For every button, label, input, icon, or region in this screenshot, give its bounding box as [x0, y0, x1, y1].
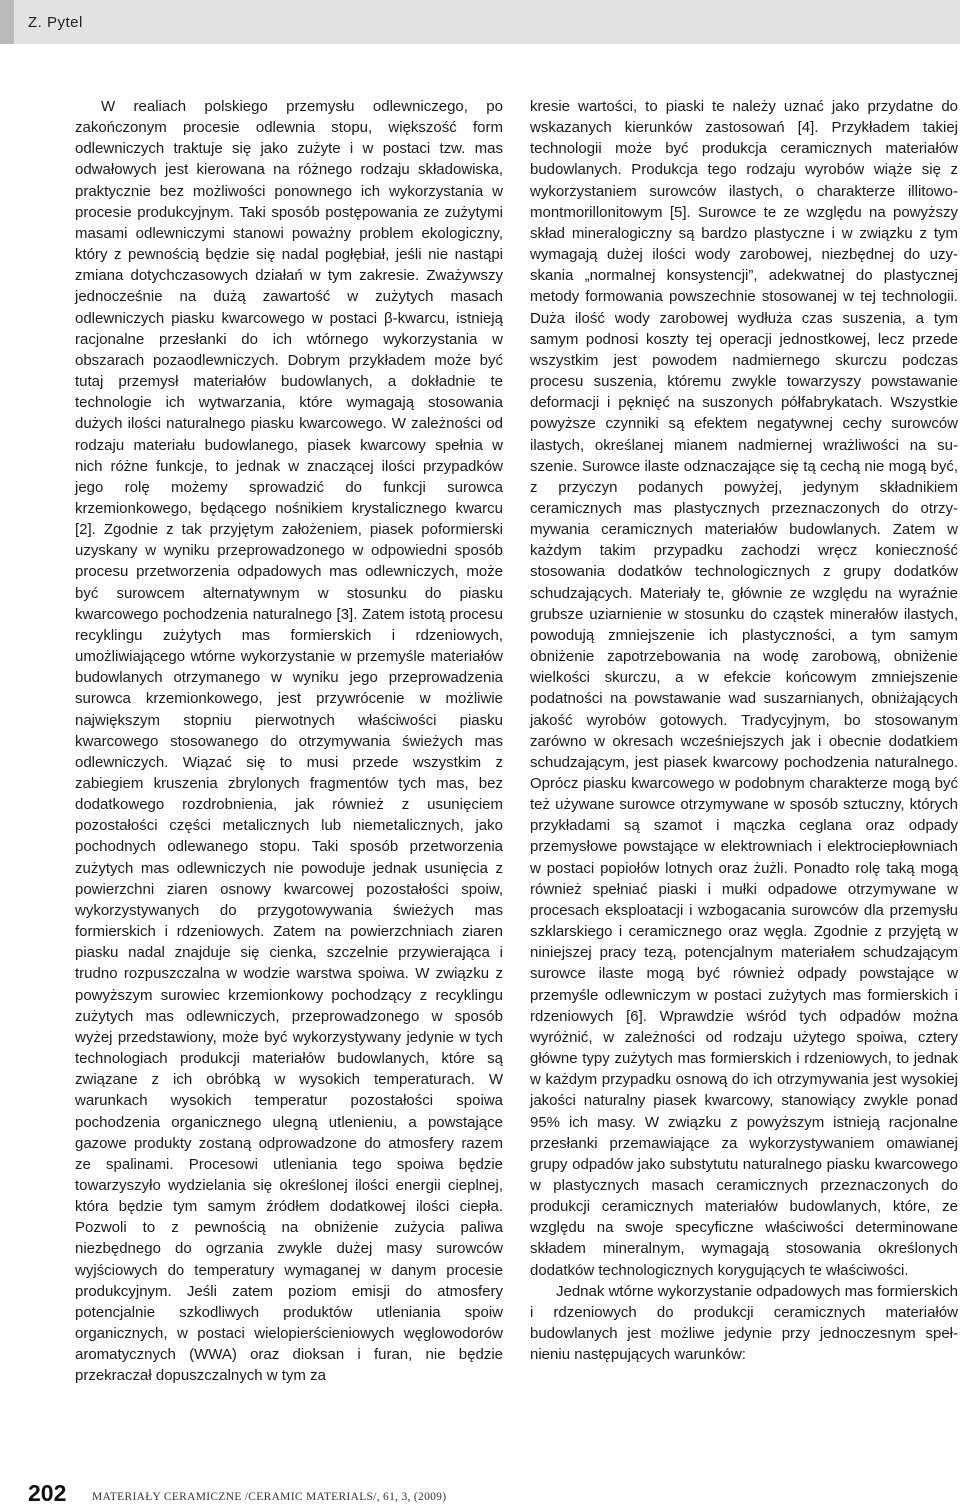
left-column [75, 96, 503, 1387]
left-paragraph-1: W realiach polskiego przemysłu odlewniczego, po zakończonym procesie odlewnia stopu, większość form odlewniczych traktuje się jako zużyte i w postaci tzw. mas odwałowych jest kierowana na różnego rodzaju składowiska, praktycznie bez możliwości ponownego ich wykorzystania w procesie produkcyjnym. Taki sposób postępowania ze zużytymi masami odlewniczymi stanowi poważny problem ekologiczny, który z pewnością będzie się nadal pogłębiał, jeśli nie nastąpi zmiana dotychczasowych działań w tym zakresie. Zważywszy jednocześnie na dużą zawartość w zużytych masach odlewniczych piasku kwarcowego w postaci β-kwarcu, istnieją racjonalne przesłanki do ich wtórnego wykorzystania w obszarach pozaodlewniczych. Dobrym przykładem może być tutaj przemysł materiałów budowlanych, a dokładnie te technologie ich wytwarzania, które wymagają stosowania dużych ilości naturalnego piasku kwarcowego. W zależności od rodzaju materiału budowlanego, piasek kwarcowy spełnia w nich różne funkcje, to jednak w znaczącej ilości przypadków jego rolę możemy sprowadzić do funkcji surowca krzemionkowego, będącego nośnikiem krystalicznego kwarcu [2]. Zgodnie z tak przyjętym założeniem, piasek poformierski uzyskany w wyniku przeprowadzonego w odpowiedni sposób procesu przetworzenia odpadowych mas odlewniczych, może być surowcem alternatywnym w stosunku do piasku kwarcowego pochodzenia naturalnego [3]. Zatem istotą procesu recyklingu zużytych mas formierskich i rdzeniowych, umożliwiającego wtórne wykorzystanie w przemyśle materiałów budowlanych otrzymanego w wyniku jego przeprowadzenia surowca krzemionkowego, jest przywrócenie w możliwie największym stopniu pierwotnych właściwości piasku kwarcowego stosowanego do otrzymywania świeżych mas odlewniczych. Wiązać się to musi przede wszystkim z zabiegiem kruszenia zbrylonych fragmentów tych mas, bez dodatkowego rozdrobnienia, jak również z usunięciem pozostałości części metalicznych lub niemetalicznych, jako pochodnych odlewanego stopu. Taki sposób przetworzenia zużytych mas odlewniczych nie powoduje jednak usunięcia z powierzchni ziaren osnowy kwarcowej pozostałości spoiw, wykorzystywanych do przygotowywania świeżych mas formierskich i rdzeniowych. Zatem na powierzchniach ziaren piasku nadal znajduje się cienka, szczelnie przywierająca i trudno rozpuszczalna w wodzie warstwa spoiwa. W związku z powyższym surowiec krzemionkowy pochodzący z recyklingu zużytych mas odlewniczych, przeprowadzonego w sposób wyżej przedstawiony, może być wykorzystywany jedynie w tych technologiach produkcji materiałów budowlanych, które są związane z ich obróbką w wysokich temperaturach. W warunkach wysokich temperatur pozostałości spoiwa pochodzenia organicznego ulegną utlenieniu, a powstające gazowe produkty zostaną odprowadzone do atmosfery razem ze spalinami. Procesowi utleniania tego spoiwa będzie towarzyszyło wydzielania się określonej ilości energii cieplnej, która będzie tym samym źródłem dodatkowej ilości ciepła. Pozwoli to z pewnością na obniżenie zużycia paliwa niezbędnego do ogrzania zwykle dużej masy surowców wyjściowych do temperatury wymaganej w danym procesie produkcyjnym. Jeśli zatem poziom emisji do atmosfery potencjalnie szkodliwych produktów utleniania spoiw organicznych, w postaci wielopierścieniowych węglowodorów aromatycznych (WWA) oraz dioksan i furan, nie będzie przekraczał dopuszczalnych w tym za [75, 98, 503, 1385]
right-paragraph-2: Jednak wtórne wykorzystanie odpadowych mas formierskich i rdzeniowych do produkcji ceramicznych materiałów budowlanych jest możliwe jedynie przy jednoczesnym spełnieniu następujących warunków: [530, 1282, 958, 1364]
page-footer [28, 1482, 928, 1508]
header-bar [0, 0, 960, 44]
right-column [530, 96, 958, 1365]
header-accent-block [0, 0, 14, 44]
page-number: 202 [28, 1480, 67, 1506]
journal-reference: MATERIAŁY CERAMICZNE /CERAMIC MATERIALS/, 61, 3, (2009) [92, 1491, 447, 1503]
running-head: Z. Pytel [28, 14, 83, 31]
right-paragraph-1: kresie wartości, to piaski te należy uznać jako przydatne do wskazanych kierunków zastosowań [4]. Przykładem takiej technologii może być produkcja ceramicznych materiałów budowlanych. Produkcja tego rodzaju wyrobów wiąże się z wykorzystaniem surowców ilastych, o charakterze illitowomontmorillonitowym [5]. Surowce te ze względu na powyższy skład mineralogiczny są bardzo plastyczne i w związku z tym wymagają dużej ilości wody zarobowej, niezbędnej do uzyskania „normalnej konsystencji”, adekwatnej do plastycznej metody formowania powszechnie stosowanej w tej technologii. Duża ilość wody zarobowej wydłuża czas suszenia, a tym samym podnosi koszty tej operacji jednostkowej, lecz przede wszystkim jest powodem nadmiernego skurczu podczas procesu suszenia, któremu zwykle towarzyszy powstawanie deformacji i pęknięć na suszonych półfabrykatach. Wszystkie powyższe czynniki są efektem negatywnej cechy surowców ilastych, określanej mianem nadmiernej wrażliwości na suszenie. Surowce ilaste odznaczające się tą cechą nie mogą być, z przyczyn podanych powyżej, jedynym składnikiem ceramicznych mas plastycznych przeznaczonych do otrzymywania ceramicznych materiałów budowlanych. Zatem w każdym takim przypadku zachodzi wręcz konieczność stosowania dodatków technologicznych z grupy dodatków schudzających. Materiały te, głównie ze względu na wyraźnie grubsze uziarnienie w stosunku do cząstek minerałów ilastych, powodują zmniejszenie ich plastyczności, a tym samym obniżenie zapotrzebowania na wodę zarobową, obniżenie wielkości skurczu, a w efekcie końcowym zmniejszenie podatności na powstawanie wad suszarnianych, obniżających jakość wyrobów gotowych. Tradycyjnym, bo stosowanym zarówno w okresach wcześniejszych jak i obecnie dodatkiem schudzającym, jest piasek kwarcowy pochodzenia naturalnego. Oprócz piasku kwarcowego w podobnym charakterze mogą być też używane surowce otrzymywane w sposób sztuczny, których przykładami są szamot i mączka ceglana oraz odpady przemysłowe powstające w elektrowniach i elektrociepłowniach w postaci popiołów lotnych oraz żużli. Ponadto rolę taką mogą również spełniać piaski i mułki odpadowe otrzymywane w procesach eksploatacji i wzbogacania surowców dla przemysłu szklarskiego i ceramicznego oraz węgla. Zgodnie z przyjętą w niniejszej pracy tezą, potencjalnym materiałem schudzającym surowce ilaste mogą być również odpady powstające w przemyśle odlewniczym w postaci zużytych mas formierskich i rdzeniowych [6]. Wprawdzie wśród tych odpadów można wyróżnić, w zależności od rodzaju użytego spoiwa, cztery główne typy zużytych mas formierskich i rdzeniowych, to jednak w każdym przypadku osnową do ich otrzymywania jest wysokiej jakości naturalny piasek kwarcowy, stanowiący zwykle ponad 95% ich masy. W związku z powyższym istnieją racjonalne przesłanki przemawiające za wykorzystywaniem omawianej grupy odpadów jako substytutu naturalnego piasku kwarcowego w plastycznych masach ceramicznych przeznaczonych do produkcji ceramicznych materiałów budowlanych, które, ze względu na swoje specyficzne właściwości determinowane składem mineralnym, wymagają stosowania określonych dodatków technologicznych korygujących te właściwości. [530, 98, 958, 1279]
